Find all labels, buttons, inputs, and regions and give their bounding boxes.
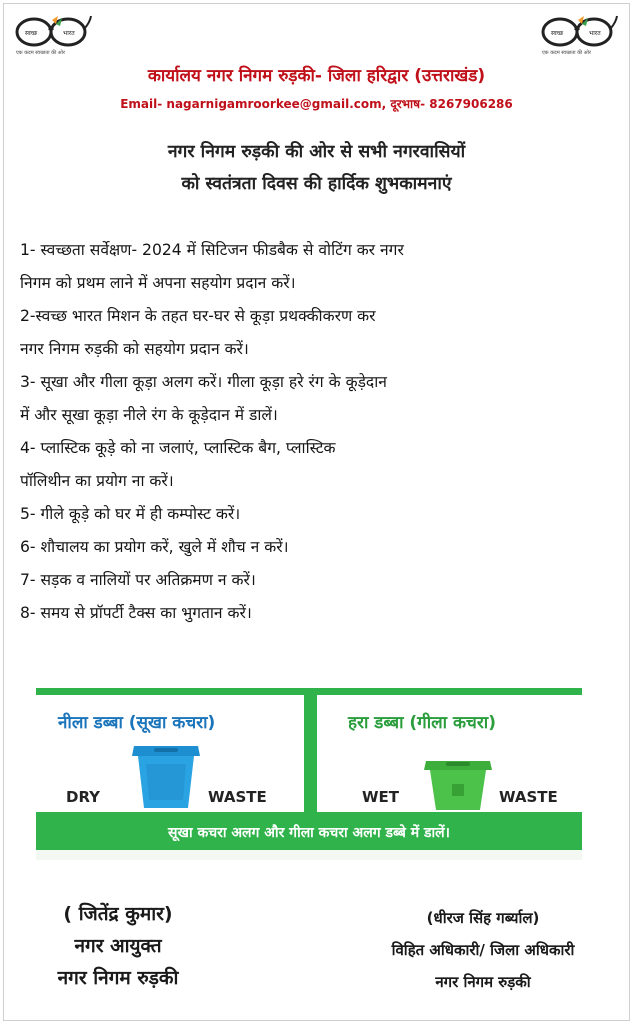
office-title: कार्यालय नगर निगम रुड़की- जिला हरिद्वार (उत्तराखंड) xyxy=(147,66,486,86)
green-dustbin-icon xyxy=(422,758,494,812)
list-item-line: 8- समय से प्रॉपर्टी टैक्स का भुगतान करें। xyxy=(20,604,252,622)
blue-dustbin-icon xyxy=(128,742,204,812)
glasses-icon xyxy=(12,14,92,50)
list-item xyxy=(20,498,620,531)
waste-label-left: WASTE xyxy=(208,788,267,806)
list-item-line: पॉलिथीन का प्रयोग ना करें। xyxy=(20,471,174,490)
list-item-line: 1- स्वच्छता सर्वेक्षण- 2024 में सिटिजन फीडबैक से वोटिंग कर नगर xyxy=(20,241,404,259)
district-officer-signature xyxy=(348,902,618,998)
list-item xyxy=(20,597,620,630)
signatory-name: ( जितेंद्र कुमार) xyxy=(63,903,173,925)
wet-label: WET xyxy=(362,788,400,806)
glasses-icon xyxy=(538,14,618,50)
commissioner-signature xyxy=(18,898,218,994)
banner-caption: सूखा कचरा अलग और गीला कचरा अलग डब्बे में डालें। xyxy=(168,825,450,841)
signatory-name: (धीरज सिंह गर्ब्याल) xyxy=(426,909,540,927)
waste-segregation-banner xyxy=(36,688,582,860)
list-item-line: 2-स्वच्छ भारत मिशन के तहत घर-घर से कूड़ा प्रथक्कीकरण कर xyxy=(20,307,376,325)
banner-bottom-shade xyxy=(36,850,582,860)
list-item-line: निगम को प्रथम लाने में अपना सहयोग प्रदान करें। xyxy=(20,273,296,292)
list-item xyxy=(20,366,620,432)
dry-label: DRY xyxy=(66,788,101,806)
list-item-line: में और सूखा कूड़ा नीले रंग के कूड़ेदान में डालें। xyxy=(20,405,278,424)
svg-text:भारत: भारत xyxy=(589,30,601,37)
list-item-line: 4- प्लास्टिक कूड़े को ना जलाएं, प्लास्टिक बैग, प्लास्टिक xyxy=(20,439,336,457)
signatory-org: नगर निगम रुड़की xyxy=(435,973,531,991)
list-item xyxy=(20,564,620,597)
appeal-list xyxy=(20,234,620,630)
list-item xyxy=(20,531,620,564)
banner-divider xyxy=(304,688,317,812)
signatory-designation: नगर आयुक्त xyxy=(74,935,162,957)
list-item xyxy=(20,300,620,366)
swachh-bharat-logo-right xyxy=(538,14,618,64)
swachh-bharat-logo-left xyxy=(12,14,92,64)
green-bin-heading: हरा डब्बा (गीला कचरा) xyxy=(348,713,496,733)
svg-text:स्वच्छ: स्वच्छ xyxy=(25,30,38,37)
list-item-line: 3- सूखा और गीला कूड़ा अलग करें। गीला कूड़ा हरे रंग के कूड़ेदान xyxy=(20,373,387,391)
list-item xyxy=(20,234,620,300)
signatory-designation: विहित अधिकारी/ जिला अधिकारी xyxy=(391,941,575,959)
list-item xyxy=(20,432,620,498)
logo-tagline: एक कदम स्वच्छता की ओर xyxy=(542,50,591,56)
list-item-line: 7- सड़क व नालियों पर अतिक्रमण न करें। xyxy=(20,571,256,589)
waste-label-right: WASTE xyxy=(499,788,558,806)
logo-tagline: एक कदम स्वच्छता की ओर xyxy=(16,50,65,56)
greeting-line-2: को स्वतंत्रता दिवस की हार्दिक शुभकामनाएं xyxy=(181,174,452,194)
list-item-line: 6- शौचालय का प्रयोग करें, खुले में शौच न करें। xyxy=(20,538,289,556)
greeting-line-1: नगर निगम रुड़की की ओर से सभी नगरवासियों xyxy=(167,142,466,162)
list-item-line: नगर निगम रुड़की को सहयोग प्रदान करें। xyxy=(20,339,249,358)
svg-text:स्वच्छ: स्वच्छ xyxy=(551,30,564,37)
blue-bin-heading: नीला डब्बा (सूखा कचरा) xyxy=(58,713,216,733)
svg-text:भारत: भारत xyxy=(63,30,75,37)
list-item-line: 5- गीले कूड़े को घर में ही कम्पोस्ट करें। xyxy=(20,505,241,523)
signatory-org: नगर निगम रुड़की xyxy=(57,967,179,989)
contact-line: Email- nagarnigamroorkee@gmail.com, दूरभाष- 8267906286 xyxy=(120,97,513,111)
